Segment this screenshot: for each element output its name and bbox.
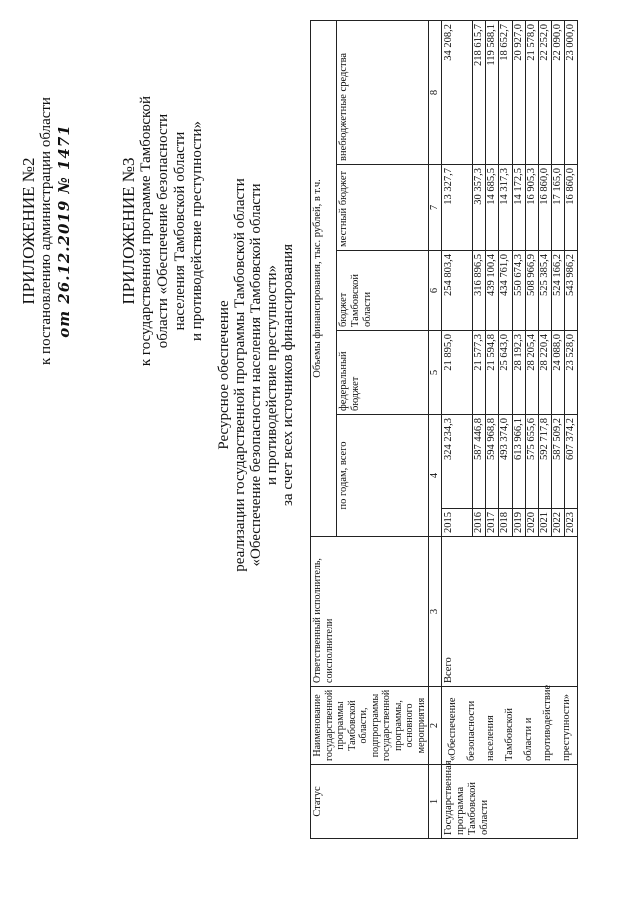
federal-cell: 21 895,0 bbox=[442, 331, 473, 415]
appendix-3-line-3: населения Тамбовской области bbox=[172, 131, 188, 331]
regional-cell: 508 966,9 bbox=[525, 251, 538, 331]
federal-cell: 23 528,0 bbox=[564, 331, 577, 415]
offbudget-cell: 22 090,0 bbox=[551, 20, 564, 164]
total-cell: 607 374,2 bbox=[564, 415, 577, 509]
appendix-3-title: ПРИЛОЖЕНИЕ №3 bbox=[119, 157, 138, 305]
total-cell: 592 717,8 bbox=[538, 415, 551, 509]
regional-cell: 550 674,3 bbox=[512, 251, 525, 331]
year-cell: 2021 bbox=[538, 509, 551, 537]
regional-cell: 524 166,2 bbox=[551, 251, 564, 331]
federal-cell: 21 594,8 bbox=[486, 331, 499, 415]
local-cell: 17 165,0 bbox=[551, 165, 564, 251]
funding-table-container bbox=[310, 21, 578, 839]
local-cell: 30 357,3 bbox=[473, 165, 486, 251]
local-cell: 14 172,5 bbox=[512, 165, 525, 251]
title-line-2: реализации государственной программы Тамбовской области bbox=[232, 178, 248, 572]
total-cell: 613 966,1 bbox=[512, 415, 525, 509]
federal-cell: 25 643,0 bbox=[499, 331, 512, 415]
column-number-row bbox=[429, 20, 442, 838]
title-line-3: «Обеспечение безопасности населения Тамбовской области bbox=[248, 183, 264, 567]
regional-cell: 434 761,0 bbox=[499, 251, 512, 331]
federal-cell: 28 205,4 bbox=[525, 331, 538, 415]
offbudget-cell: 119 588,1 bbox=[486, 20, 499, 164]
header-federal: федеральный бюджет bbox=[337, 331, 429, 415]
federal-cell: 28 192,3 bbox=[512, 331, 525, 415]
federal-cell: 28 220,4 bbox=[538, 331, 551, 415]
title-line-4: и противодействие преступности» bbox=[264, 264, 280, 486]
appendix-2-title: ПРИЛОЖЕНИЕ №2 bbox=[19, 157, 38, 305]
header-offbudget: внебюджетные средства bbox=[337, 20, 429, 164]
year-cell: 2020 bbox=[525, 509, 538, 537]
total-cell: 493 374,0 bbox=[499, 415, 512, 509]
column-number: 3 bbox=[429, 537, 442, 687]
header-volumes: Объемы финансирования, тыс. рублей, в т.ч. bbox=[311, 20, 337, 536]
total-cell: 587 446,8 bbox=[473, 415, 486, 509]
total-cell: 324 234,3 bbox=[442, 415, 473, 509]
total-cell: 575 655,6 bbox=[525, 415, 538, 509]
offbudget-cell: 21 578,0 bbox=[525, 20, 538, 164]
column-number: 8 bbox=[429, 20, 442, 164]
offbudget-cell: 23 000,0 bbox=[564, 20, 577, 164]
program-name-cell: «Обеспечение безопасности населения Тамбовской области и противодействие преступности» bbox=[442, 687, 578, 765]
year-cell: 2017 bbox=[486, 509, 499, 537]
year-cell: 2019 bbox=[512, 509, 525, 537]
regional-cell: 525 385,4 bbox=[538, 251, 551, 331]
funding-table bbox=[310, 20, 578, 839]
column-number: 7 bbox=[429, 165, 442, 251]
column-number: 1 bbox=[429, 765, 442, 839]
local-cell: 16 860,0 bbox=[564, 165, 577, 251]
regional-cell: 254 803,4 bbox=[442, 251, 473, 331]
document-title bbox=[216, 175, 296, 575]
local-cell: 14 317,3 bbox=[499, 165, 512, 251]
column-number: 4 bbox=[429, 415, 442, 537]
year-cell: 2023 bbox=[564, 509, 577, 537]
offbudget-cell: 22 252,0 bbox=[538, 20, 551, 164]
regional-cell: 316 896,5 bbox=[473, 251, 486, 331]
regional-cell: 543 986,2 bbox=[564, 251, 577, 331]
year-cell: 2018 bbox=[499, 509, 512, 537]
column-number: 5 bbox=[429, 331, 442, 415]
offbudget-cell: 20 927,0 bbox=[512, 20, 525, 164]
offbudget-cell: 18 652,7 bbox=[499, 20, 512, 164]
total-cell: 594 968,8 bbox=[486, 415, 499, 509]
local-cell: 14 685,5 bbox=[486, 165, 499, 251]
year-cell: 2015 bbox=[442, 509, 473, 537]
header-local: местный бюджет bbox=[337, 165, 429, 251]
regional-cell: 439 100,4 bbox=[486, 251, 499, 331]
federal-cell: 24 088,0 bbox=[551, 331, 564, 415]
header-status: Статус bbox=[311, 765, 429, 839]
total-cell: 587 509,2 bbox=[551, 415, 564, 509]
column-number: 6 bbox=[429, 251, 442, 331]
offbudget-cell: 218 615,7 bbox=[473, 20, 486, 164]
decree-date-number: от 26.12.2019 № 1471 bbox=[55, 124, 73, 338]
local-cell: 16 860,0 bbox=[538, 165, 551, 251]
title-line-5: за счет всех источников финансирования bbox=[280, 244, 296, 506]
year-cell: 2016 bbox=[473, 509, 486, 537]
header-regional: бюджет Тамбовской области bbox=[337, 251, 429, 331]
executor-cell: Всего bbox=[442, 537, 578, 687]
appendix-3-line-2: области «Обеспечение безопасности bbox=[155, 113, 171, 349]
offbudget-cell: 34 208,2 bbox=[442, 20, 473, 164]
appendix-2-header bbox=[20, 46, 73, 416]
appendix-3-line-4: и противодействие преступности» bbox=[189, 120, 205, 342]
federal-cell: 21 577,3 bbox=[473, 331, 486, 415]
appendix-2-line: к постановлению администрации области bbox=[38, 97, 54, 365]
appendix-3-header bbox=[120, 46, 206, 416]
status-cell: Государственная программа Тамбовской области bbox=[442, 765, 578, 839]
appendix-3-line-1: к государственной программе Тамбовской bbox=[138, 95, 154, 367]
year-cell: 2022 bbox=[551, 509, 564, 537]
table-row bbox=[442, 20, 473, 838]
header-name: Наименование государственной программы Тамбовской области, подпрограммы государственной программы, основного мероприятия bbox=[311, 687, 429, 765]
column-number: 2 bbox=[429, 687, 442, 765]
title-line-1: Ресурсное обеспечение bbox=[216, 300, 232, 450]
local-cell: 16 905,3 bbox=[525, 165, 538, 251]
header-executor: Ответственный исполнитель, соисполнители bbox=[311, 537, 429, 687]
header-by-year: по годам, всего bbox=[337, 415, 429, 537]
local-cell: 13 327,7 bbox=[442, 165, 473, 251]
